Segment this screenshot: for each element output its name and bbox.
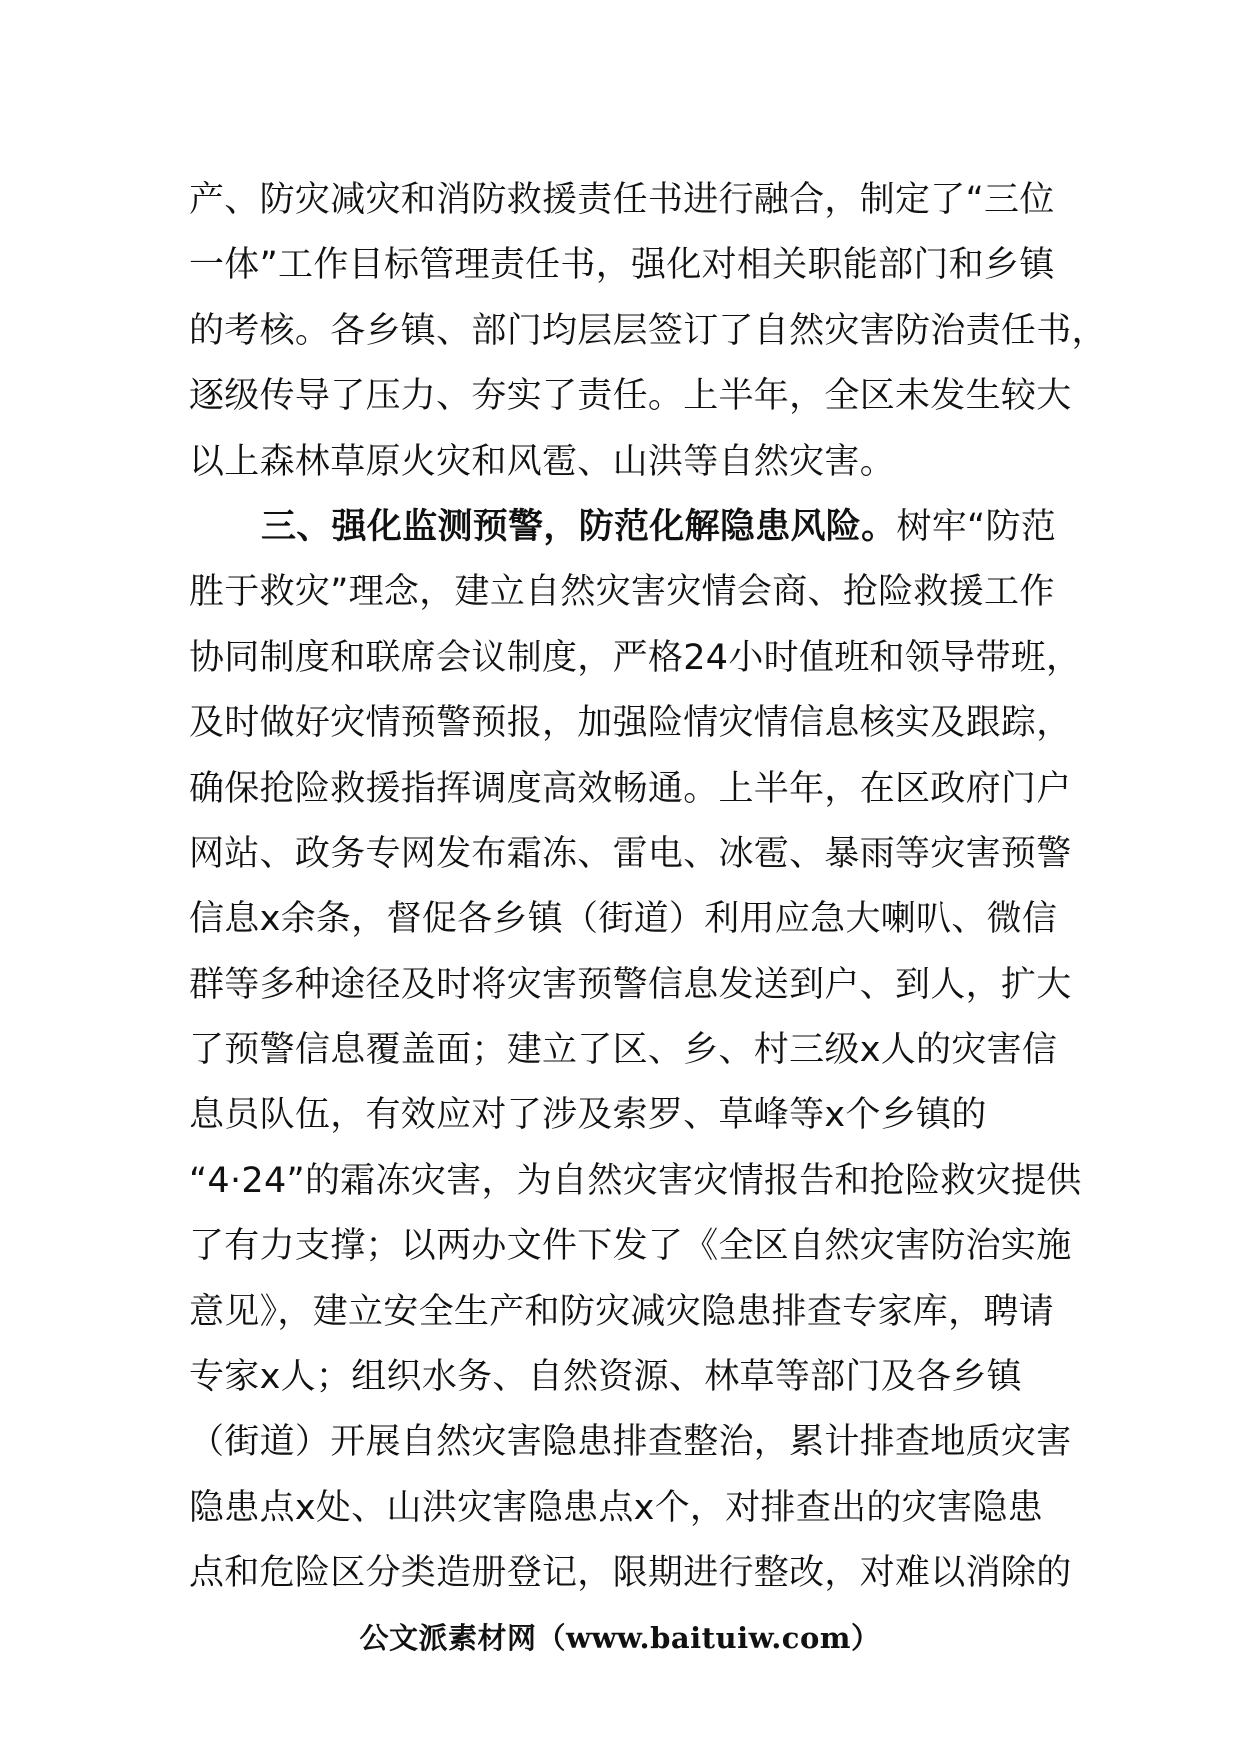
paragraph-line: 息员队伍，有效应对了涉及索罗、草峰等x个乡镇的 — [189, 1095, 987, 1136]
paragraph-line: 网站、政务专网发布霜冻、雷电、冰雹、暴雨等灾害预警 — [189, 833, 1072, 874]
paragraph-line: （街道）开展自然灾害隐患排查整治，累计排查地质灾害 — [189, 1422, 1072, 1463]
paragraph-line: 了有力支撑；以两办文件下发了《全区自然灾害防治实施 — [189, 1226, 1072, 1267]
section-heading-continuation: 树牢“防范 — [896, 506, 1057, 547]
paragraph-line: “4·24”的霜冻灾害，为自然灾害灾情报告和抢险救灾提供 — [189, 1160, 1082, 1201]
paragraph-line: 及时做好灾情预警预报，加强险情灾情信息核实及跟踪， — [189, 703, 1072, 744]
paragraph-line: 胜于救灾”理念，建立自然灾害灾情会商、抢险救援工作 — [189, 572, 1055, 613]
paragraph-line: 了预警信息覆盖面；建立了区、乡、村三级x人的灾害信 — [189, 1030, 1058, 1071]
paragraph-line: 专家x人；组织水务、自然资源、林草等部门及各乡镇 — [189, 1357, 1022, 1398]
section-heading-line — [189, 495, 1069, 560]
paragraph-line: 点和危险区分类造册登记，限期进行整改，对难以消除的 — [189, 1553, 1072, 1594]
paragraph-line: 隐患点x处、山洪灾害隐患点x个，对排查出的灾害隐患 — [189, 1487, 1043, 1528]
document-body — [189, 168, 1107, 1607]
paragraph-line: 意见》，建立安全生产和防灾减灾隐患排查专家库，聘请 — [189, 1291, 1055, 1332]
paragraph-line: 确保抢险救援指挥调度高效畅通。上半年，在区政府门户 — [189, 768, 1072, 809]
paragraph-line: 一体”工作目标管理责任书，强化对相关职能部门和乡镇 — [189, 245, 1055, 286]
paragraph-line: 逐级传导了压力、夯实了责任。上半年，全区未发生较大 — [189, 376, 1072, 417]
paragraph-line: 群等多种途径及时将灾害预警信息发送到户、到人，扩大 — [189, 964, 1072, 1005]
paragraph-line: 产、防灾减灾和消防救援责任书进行融合，制定了“三位 — [189, 180, 1055, 220]
paragraph-line: 协同制度和联席会议制度，严格24小时值班和领导带班， — [189, 637, 1082, 678]
section-heading: 三、强化监测预警，防范化解隐患风险。 — [261, 506, 897, 547]
paragraph-line: 以上森林草原火灾和风雹、山洪等自然灾害。 — [189, 441, 896, 482]
paragraph-line: 的考核。各乡镇、部门均层层签订了自然灾害防治责任书， — [189, 310, 1107, 351]
footer-source-text: 公文派素材网（www.baituiw.com） — [359, 1621, 881, 1655]
paragraph-line: 信息x余条，督促各乡镇（街道）利用应急大喇叭、微信 — [189, 899, 1058, 940]
